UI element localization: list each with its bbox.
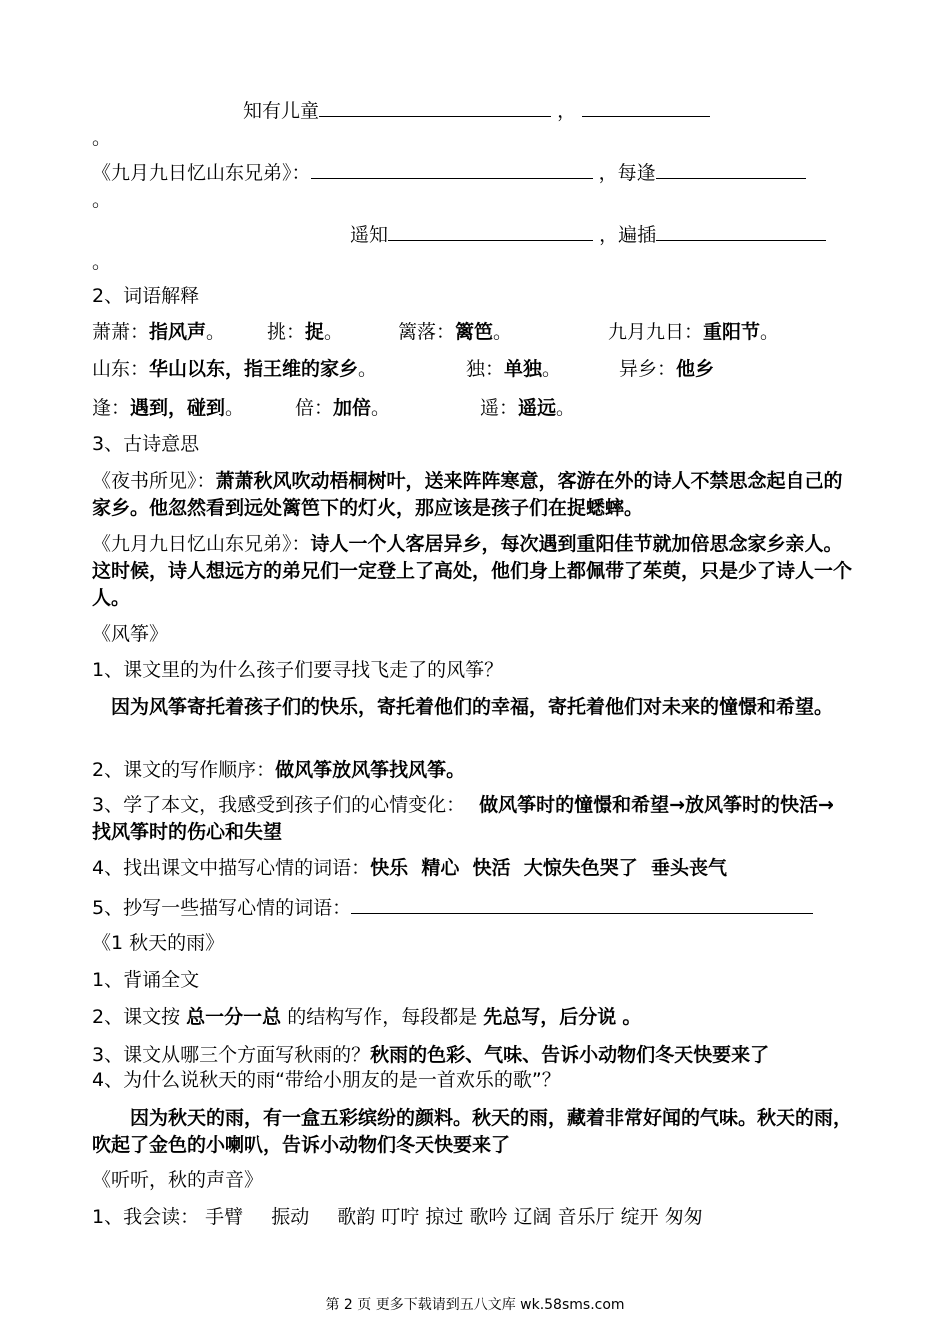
- blank-line[interactable]: [319, 98, 551, 117]
- reading-word: 歌韵: [337, 1206, 376, 1228]
- reading-word: 辽阔: [513, 1206, 552, 1228]
- reading-word: 叮咛: [381, 1206, 420, 1228]
- period-mark: 。: [92, 127, 112, 149]
- autumn-rain-question-4: 4、为什么说秋天的雨“带给小朋友的是一首欢乐的歌”？: [92, 1069, 561, 1091]
- question-text: 3、学了本文，我感受到孩子们的心情变化：: [92, 794, 466, 816]
- period-mark: 。: [92, 189, 112, 211]
- answer-text: 因为秋天的雨，有一盒五彩缤纷的颜料。秋天的雨，藏着非常好闻的气味。秋天的雨，吹起了金色的小喇叭，告诉小动物们冬天快要来了: [92, 1107, 853, 1156]
- fill-label: ，每逢: [598, 162, 656, 184]
- kite-question-4: [92, 856, 727, 880]
- autumn-rain-question-1: 1、背诵全文: [92, 969, 200, 991]
- kite-question-1: 1、课文里的为什么孩子们要寻找飞走了的风筝？: [92, 659, 504, 681]
- meaning-paragraph-2: [92, 531, 852, 612]
- fill-title: 《九月九日忆山东兄弟》：: [92, 162, 311, 184]
- kite-question-2: [92, 758, 465, 782]
- blank-line[interactable]: [656, 160, 806, 179]
- vocab-item: 独：单独。: [466, 358, 562, 380]
- vocab-item: 倍：加倍。: [295, 397, 391, 419]
- fill-label: 知有儿童: [243, 100, 320, 122]
- fill-label: ，遍插: [599, 224, 657, 246]
- poem-meaning: 萧萧秋风吹动梧桐树叶，送来阵阵寒意，客游在外的诗人不禁思念起自己的家乡。他忽然看到远处篱笆下的灯火，那应该是孩子们在捉蟋蟀。: [92, 470, 843, 519]
- reading-word: 歌吟: [469, 1206, 508, 1228]
- vocab-item: 遥：遥远。: [480, 397, 576, 419]
- poem-title: 《九月九日忆山东兄弟》：: [92, 533, 311, 555]
- meaning-heading: 3、古诗意思: [92, 433, 200, 455]
- blank-line[interactable]: [388, 222, 593, 241]
- fill-punct: ，: [557, 100, 577, 122]
- answer-text: 做风筝时的憧憬和希望→放风筝时的快活→找风筝时的伤心和失望: [92, 794, 834, 843]
- vocab-item: 逢：遇到，碰到。: [92, 397, 245, 419]
- answer-text: 总一分一总: [186, 1006, 282, 1028]
- vocab-item: 挑：捉。: [267, 321, 344, 343]
- listen-question-1: [92, 1205, 703, 1229]
- kite-question-3: [92, 792, 852, 846]
- answer-text: 做风筝放风筝找风筝。: [275, 759, 466, 781]
- question-text: 2、课文按: [92, 1006, 181, 1028]
- page-footer: 第 2 页 更多下载请到五八文库 wk.58sms.com: [325, 1297, 625, 1313]
- answer-text: 因为风筝寄托着孩子们的快乐，寄托着他们的幸福，寄托着他们对未来的憧憬和希望。: [111, 696, 834, 718]
- vocab-item: 异乡：他乡: [619, 358, 715, 380]
- reading-word: 手臂: [205, 1206, 244, 1228]
- blank-line[interactable]: [656, 222, 826, 241]
- autumn-rain-answer-4: [92, 1105, 852, 1159]
- blank-line[interactable]: [311, 160, 593, 179]
- autumn-rain-question-2: [92, 1005, 641, 1029]
- meaning-paragraph-1: [92, 468, 852, 522]
- reading-word: 匆匆: [664, 1206, 703, 1228]
- question-text: 3、课文从哪三个方面写秋雨的？: [92, 1044, 371, 1066]
- question-text: 4、找出课文中描写心情的词语：: [92, 857, 371, 879]
- poem-meaning: 诗人一个人客居异乡，每次遇到重阳佳节就加倍思念家乡亲人。这时候，诗人想远方的弟兄们一定登上了高处，他们身上都佩带了茱萸，只是少了诗人一个人。: [92, 533, 853, 609]
- answer-text: 快乐 精心 快活 大惊失色哭了 垂头丧气: [370, 857, 728, 879]
- poem-title: 《夜书所见》：: [92, 470, 216, 492]
- listen-title: 《听听，秋的声音》: [92, 1169, 264, 1191]
- reading-word: 振动: [271, 1206, 310, 1228]
- kite-question-5: [92, 895, 813, 920]
- kite-title: 《风筝》: [92, 623, 169, 645]
- poem-fill-line-2: [92, 160, 806, 185]
- question-text: 5、抄写一些描写心情的词语：: [92, 897, 352, 919]
- poem-fill-line-1: [243, 98, 710, 123]
- vocab-item: 九月九日：重阳节。: [608, 321, 780, 343]
- vocab-heading: 2、词语解释: [92, 285, 200, 307]
- vocab-item: 萧萧：指风声。: [92, 321, 226, 343]
- reading-word: 音乐厅: [557, 1206, 615, 1228]
- kite-answer-1: [92, 694, 852, 721]
- autumn-rain-question-3: [92, 1043, 769, 1067]
- fill-label: 遥知: [350, 224, 389, 246]
- blank-line[interactable]: [351, 895, 813, 914]
- answer-text: 先总写，后分说: [483, 1006, 617, 1028]
- answer-punct: 。: [622, 1006, 642, 1028]
- question-text: 的结构写作，每段都是: [287, 1006, 478, 1028]
- question-text: 2、课文的写作顺序：: [92, 759, 276, 781]
- vocab-item: 山东：华山以东，指王维的家乡。: [92, 358, 378, 380]
- vocab-item: 篱落：篱笆。: [398, 321, 513, 343]
- answer-text: 秋雨的色彩、气味、告诉小动物们冬天快要来了: [370, 1044, 770, 1066]
- blank-line[interactable]: [582, 98, 710, 117]
- question-text: 1、我会读：: [92, 1206, 200, 1228]
- autumn-rain-title: 《1 秋天的雨》: [92, 932, 225, 954]
- period-mark: 。: [92, 251, 112, 273]
- reading-word: 掠过: [425, 1206, 464, 1228]
- reading-word: 绽开: [620, 1206, 659, 1228]
- poem-fill-line-3: [350, 222, 826, 247]
